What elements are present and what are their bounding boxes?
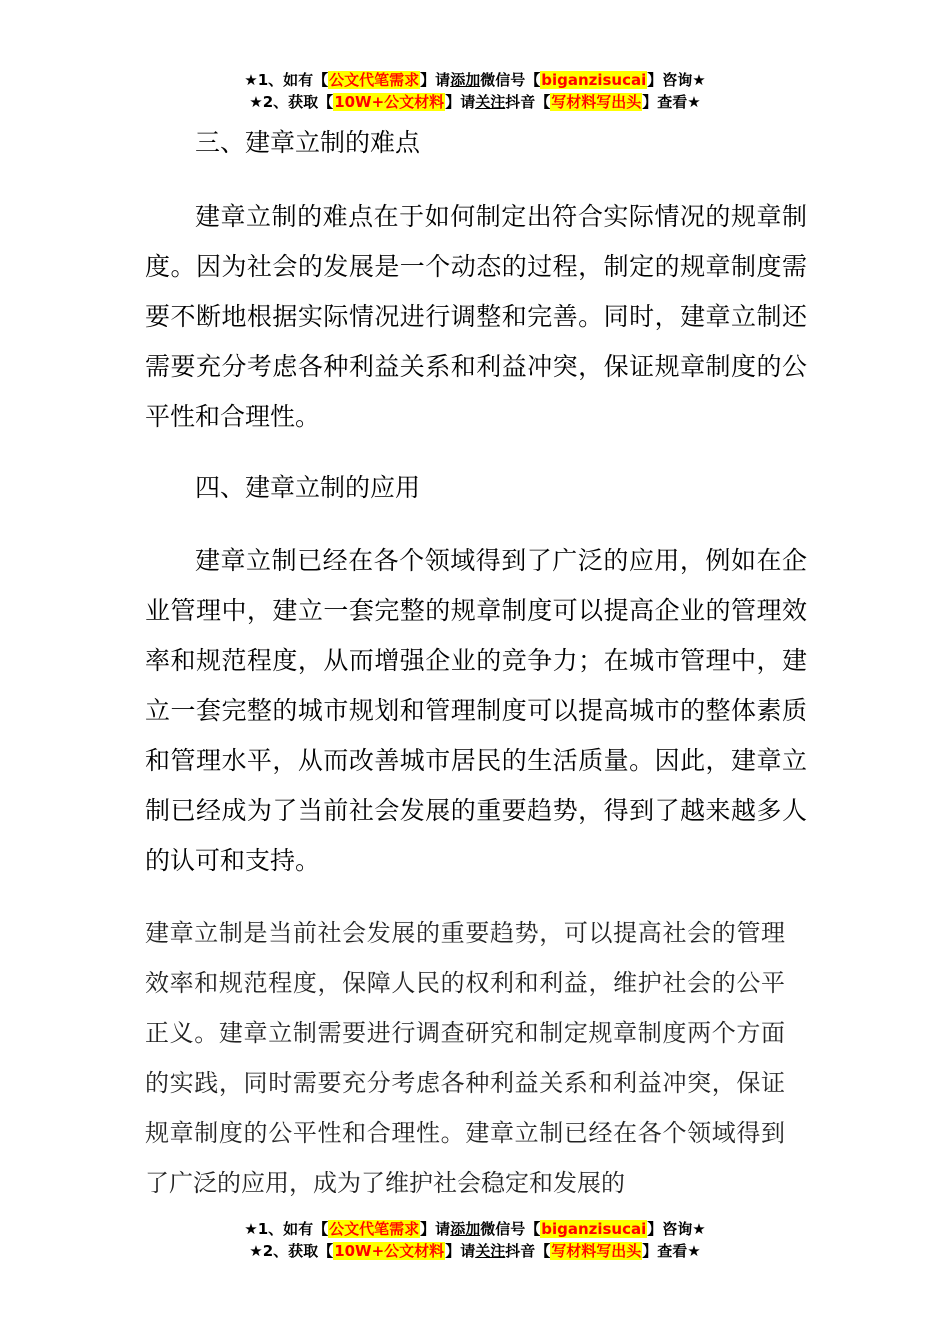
banner-text: ★1、如有【 [244,1220,329,1238]
section-paragraph-3: 建章立制的难点在于如何制定出符合实际情况的规章制度。因为社会的发展是一个动态的过程，制定的规章制度需要不断地根据实际情况进行调整和完善。同时，建章立制还需要充分考虑各种利益关系和利益冲突，保证规章制度的公平性和合理性。 [145,202,807,431]
banner-highlight-douyin: 写材料写出头 [551,93,642,111]
banner-text: 】查看★ [642,1242,701,1260]
banner-line-2 [0,91,950,113]
banner-text: 】请 [420,1220,451,1238]
banner-text: 抖音【 [505,1242,551,1260]
banner-text: ★1、如有【 [244,71,329,89]
section-heading-3: 三、建章立制的难点 [195,128,421,157]
banner-text: 抖音【 [505,93,551,111]
banner-highlight-service: 公文代笔需求 [329,71,420,89]
section-heading-4: 四、建章立制的应用 [195,473,421,502]
banner-underlined-text: 添加 [450,71,481,89]
bottom-banner [0,1218,950,1262]
banner-text: 】请 [445,93,476,111]
banner-text: 微信号【 [480,71,541,89]
banner-text: 】请 [420,71,451,89]
section-paragraph-4: 建章立制已经在各个领域得到了广泛的应用，例如在企业管理中，建立一套完整的规章制度可以提高企业的管理效率和规范程度，从而增强企业的竞争力；在城市管理中，建立一套完整的城市规划和管理制度可以提高城市的整体素质和管理水平，从而改善城市居民的生活质量。因此，建章立制已经成为了当前社会发展的重要趋势，得到了越来越多人的认可和支持。 [145,546,807,875]
banner-text: 】请 [445,1242,476,1260]
banner-highlight-materials: 10W+公文材料 [334,1242,445,1260]
summary-paragraph: 建章立制是当前社会发展的重要趋势，可以提高社会的管理效率和规范程度，保障人民的权利和利益，维护社会的公平正义。建章立制需要进行调查研究和制定规章制度两个方面的实践，同时需要充分考虑各种利益关系和利益冲突，保证规章制度的公平性和合理性。建章立制已经在各个领域得到了广泛的应用，成为了维护社会稳定和发展的 [145,919,785,1197]
banner-text: 】咨询★ [647,1220,706,1238]
banner-highlight-douyin: 写材料写出头 [551,1242,642,1260]
banner-line-2 [0,1240,950,1262]
banner-highlight-materials: 10W+公文材料 [334,93,445,111]
banner-underlined-text: 关注 [475,93,506,111]
banner-underlined-text: 关注 [475,1242,506,1260]
banner-highlight-wechat-id: biganzisucai [541,71,647,89]
banner-highlight-wechat-id: biganzisucai [541,1220,647,1238]
banner-text: ★2、获取【 [249,93,334,111]
banner-highlight-service: 公文代笔需求 [329,1220,420,1238]
banner-underlined-text: 添加 [450,1220,481,1238]
banner-text: 】咨询★ [647,71,706,89]
top-banner [0,69,950,113]
banner-text: 微信号【 [480,1220,541,1238]
banner-line-1 [0,1218,950,1240]
banner-line-1 [0,69,950,91]
banner-text: ★2、获取【 [249,1242,334,1260]
banner-text: 】查看★ [642,93,701,111]
